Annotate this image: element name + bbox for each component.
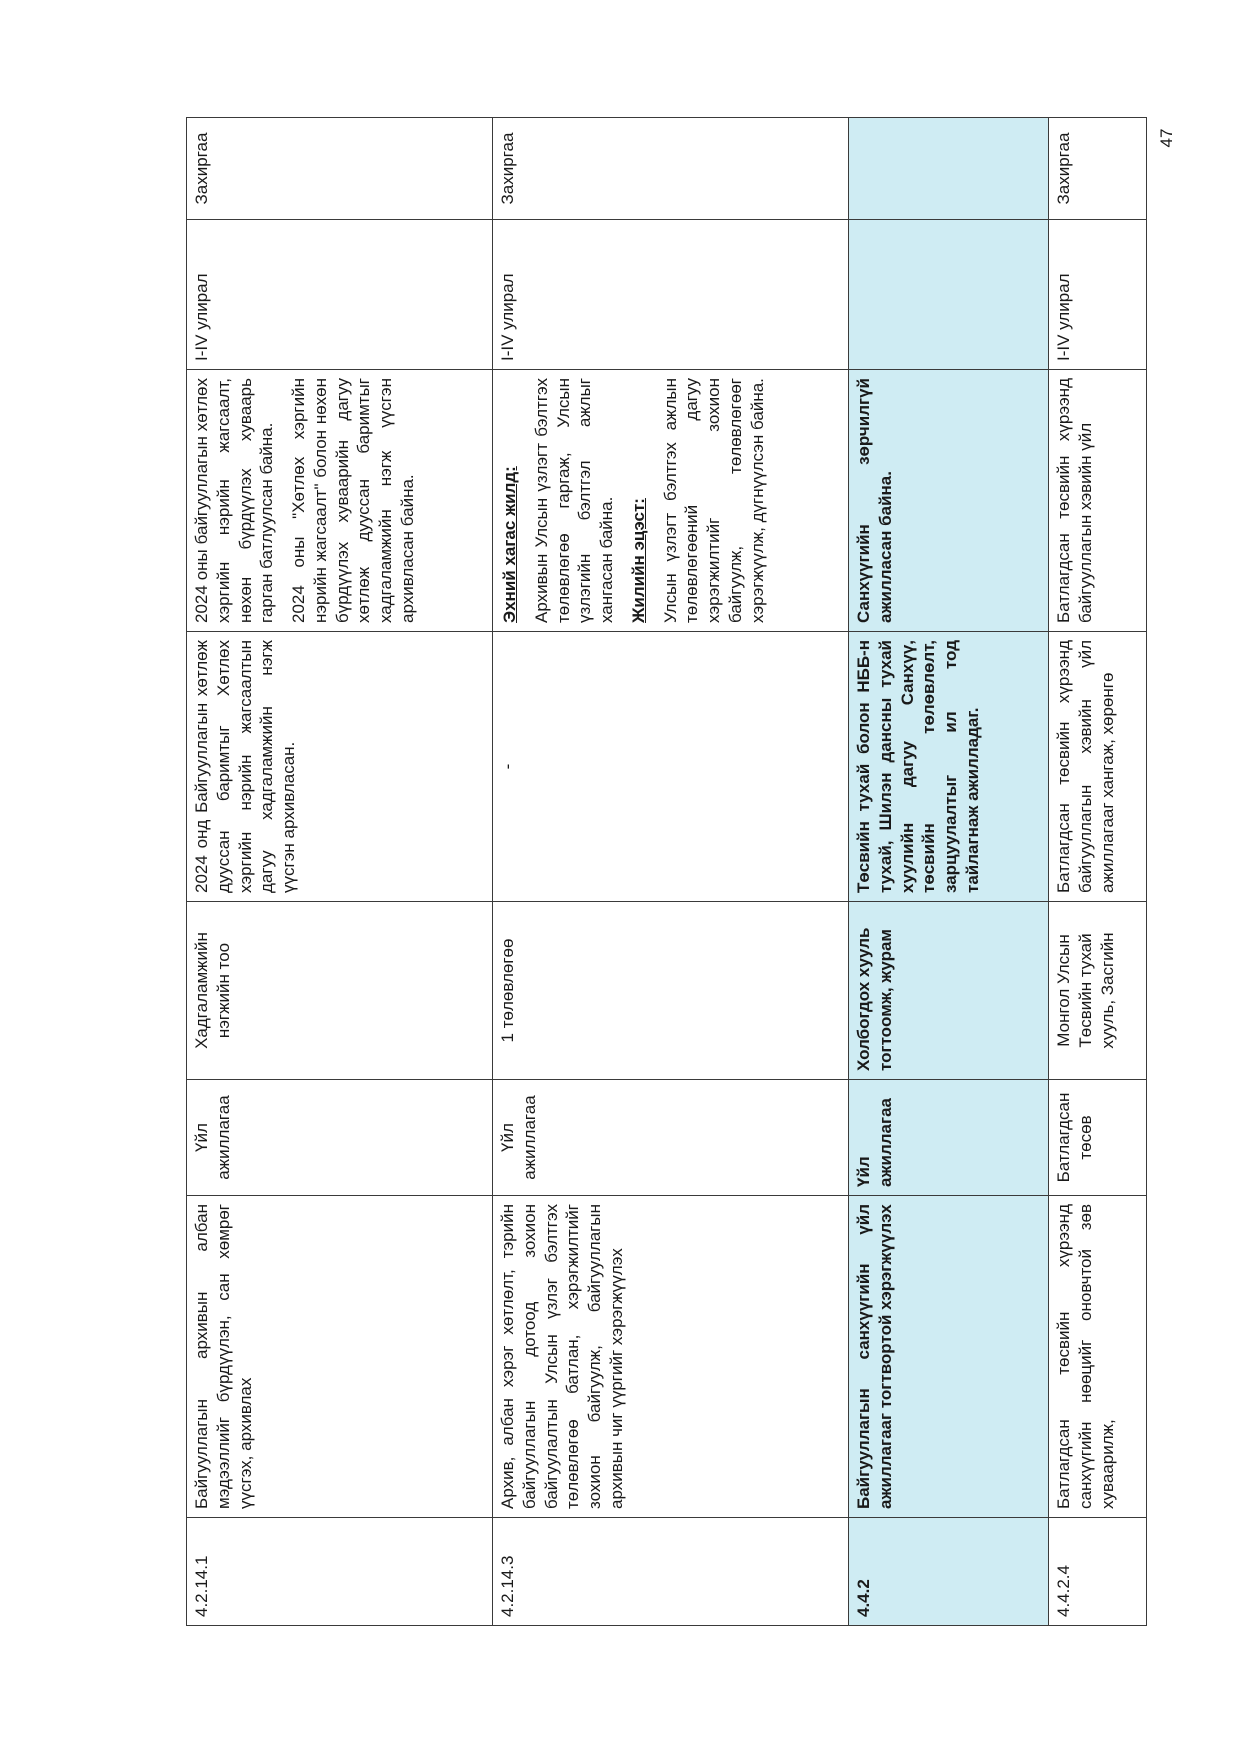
result-paragraph: 2024 оны байгууллагын хөтлөх хэргийн нэрийн жагсаалт, нөхөн бүрдүүлэх хуваарь гарган батлуулсан байна. xyxy=(192,378,277,623)
row-activity: Байгууллагын архивын албан мэдээллийг бүрдүүлэн, сан хөмрөг үүсгэх, архивлах xyxy=(187,1196,493,1518)
row-code: 4.2.14.3 xyxy=(493,1518,849,1626)
row-type: Батлагдсан төсөв xyxy=(1049,1080,1147,1196)
result-paragraph: Архивын Улсын үзлэгт бэлтгэх төлөвлөгөө гаргаж, Улсын үзлэгийн бэлтгэл ажлыг хангасан байна. xyxy=(531,378,616,623)
row-responsible: Захиргаа xyxy=(187,118,493,220)
row-type: Үйл ажиллагаа xyxy=(187,1080,493,1196)
row-indicator: Хадгаламжийн нэгжийн тоо xyxy=(187,902,493,1080)
row-target: - xyxy=(493,632,849,902)
row-indicator: 1 төлөвлөгөө xyxy=(493,902,849,1080)
rotated-table-container xyxy=(186,118,1146,1626)
row-result xyxy=(187,370,493,632)
row-type: Үйл ажиллагаа xyxy=(493,1080,849,1196)
row-target: Төсвийн тухай болон НББ-н тухай, Шилэн дансны тухай хуулийн дагуу Санхүү, төсвийн төлөвлөлт, зарцуулалтыг ил тод тайлагнаж ажилладаг. xyxy=(849,632,1049,902)
page-number: 47 xyxy=(1157,128,1176,148)
row-timeframe: I-IV улирал xyxy=(493,220,849,370)
table-row xyxy=(493,118,849,1626)
row-code: 4.4.2 xyxy=(849,1518,1049,1626)
document-page xyxy=(186,118,1146,1626)
result-heading: Жилийн эцэст: xyxy=(628,498,648,623)
row-activity: Байгууллагын санхүүгийн үйл ажиллагааг тогтвортой хэрэгжүүлэх xyxy=(849,1196,1049,1518)
result-heading: Эхний хагас жилд: xyxy=(500,466,519,623)
row-timeframe xyxy=(849,220,1049,370)
row-activity: Архив, албан хэрэг хөтлөлт, тэрийн байгууллагын дотоод зохион байгуулалтын Улсын үзлэг бэлтгэх төлөвлөгөө батлан, хэрэгжилтийг зохион байгуулж, байгууллагын архивын чиг үүргийг хэрэгжүүлэх xyxy=(493,1196,849,1518)
row-indicator: Холбогдох хууль тогтоомж, журам xyxy=(849,902,1049,1080)
row-code: 4.2.14.1 xyxy=(187,1518,493,1626)
row-result xyxy=(493,370,849,632)
row-target: Батлагдсан төсвийн хүрээнд байгууллагын хэвийн үйл ажиллагааг хангаж, хөрөнгө xyxy=(1049,632,1147,902)
result-paragraph: Улсын үзлэгт бэлтгэх ажлын төлөвлөгөөний дагуу хэрэгжилтийг зохион байгуулж, төлөвлөгөөг хэрэгжүүлж, дүгнүүлсэн байна. xyxy=(660,378,767,623)
row-type: Үйл ажиллагаа xyxy=(849,1080,1049,1196)
row-target: 2024 онд Байгууллагын хөтлөж дууссан баримтыг Хөтлөх хэргийн нэрийн жагсаалтын дагуу хадгаламжийн нэгж үүсгэн архивласан. xyxy=(187,632,493,902)
table-row xyxy=(187,118,493,1626)
row-timeframe: I-IV улирал xyxy=(1049,220,1147,370)
row-indicator: Монгол Улсын Төсвийн тухай хууль, Засгийн xyxy=(1049,902,1147,1080)
row-result: Батлагдсан төсвийн хүрээнд байгууллагын хэвийн үйл xyxy=(1049,370,1147,632)
table-row xyxy=(1049,118,1147,1626)
row-result: Санхүүгийн зөрчилгүй ажилласан байна. xyxy=(849,370,1049,632)
row-responsible: Захиргаа xyxy=(493,118,849,220)
row-responsible: Захиргаа xyxy=(1049,118,1147,220)
row-code: 4.4.2.4 xyxy=(1049,1518,1147,1626)
table-row-section xyxy=(849,118,1049,1626)
row-activity: Батлагдсан төсвийн хүрээнд санхүүгийн нөөцийг оновчтой зөв хуваарилж, xyxy=(1049,1196,1147,1518)
row-responsible xyxy=(849,118,1049,220)
row-timeframe: I-IV улирал xyxy=(187,220,493,370)
activity-plan-table xyxy=(186,117,1147,1626)
result-paragraph: 2024 оны "Хөтлөх хэргийн нэрийн жагсаалт" болон нөхөн бүрдүүлэх хуваарийн дагуу хөтлөж дууссан баримтыг хадгаламжийн нэгж үүсгэн архивласан байна. xyxy=(289,378,417,623)
